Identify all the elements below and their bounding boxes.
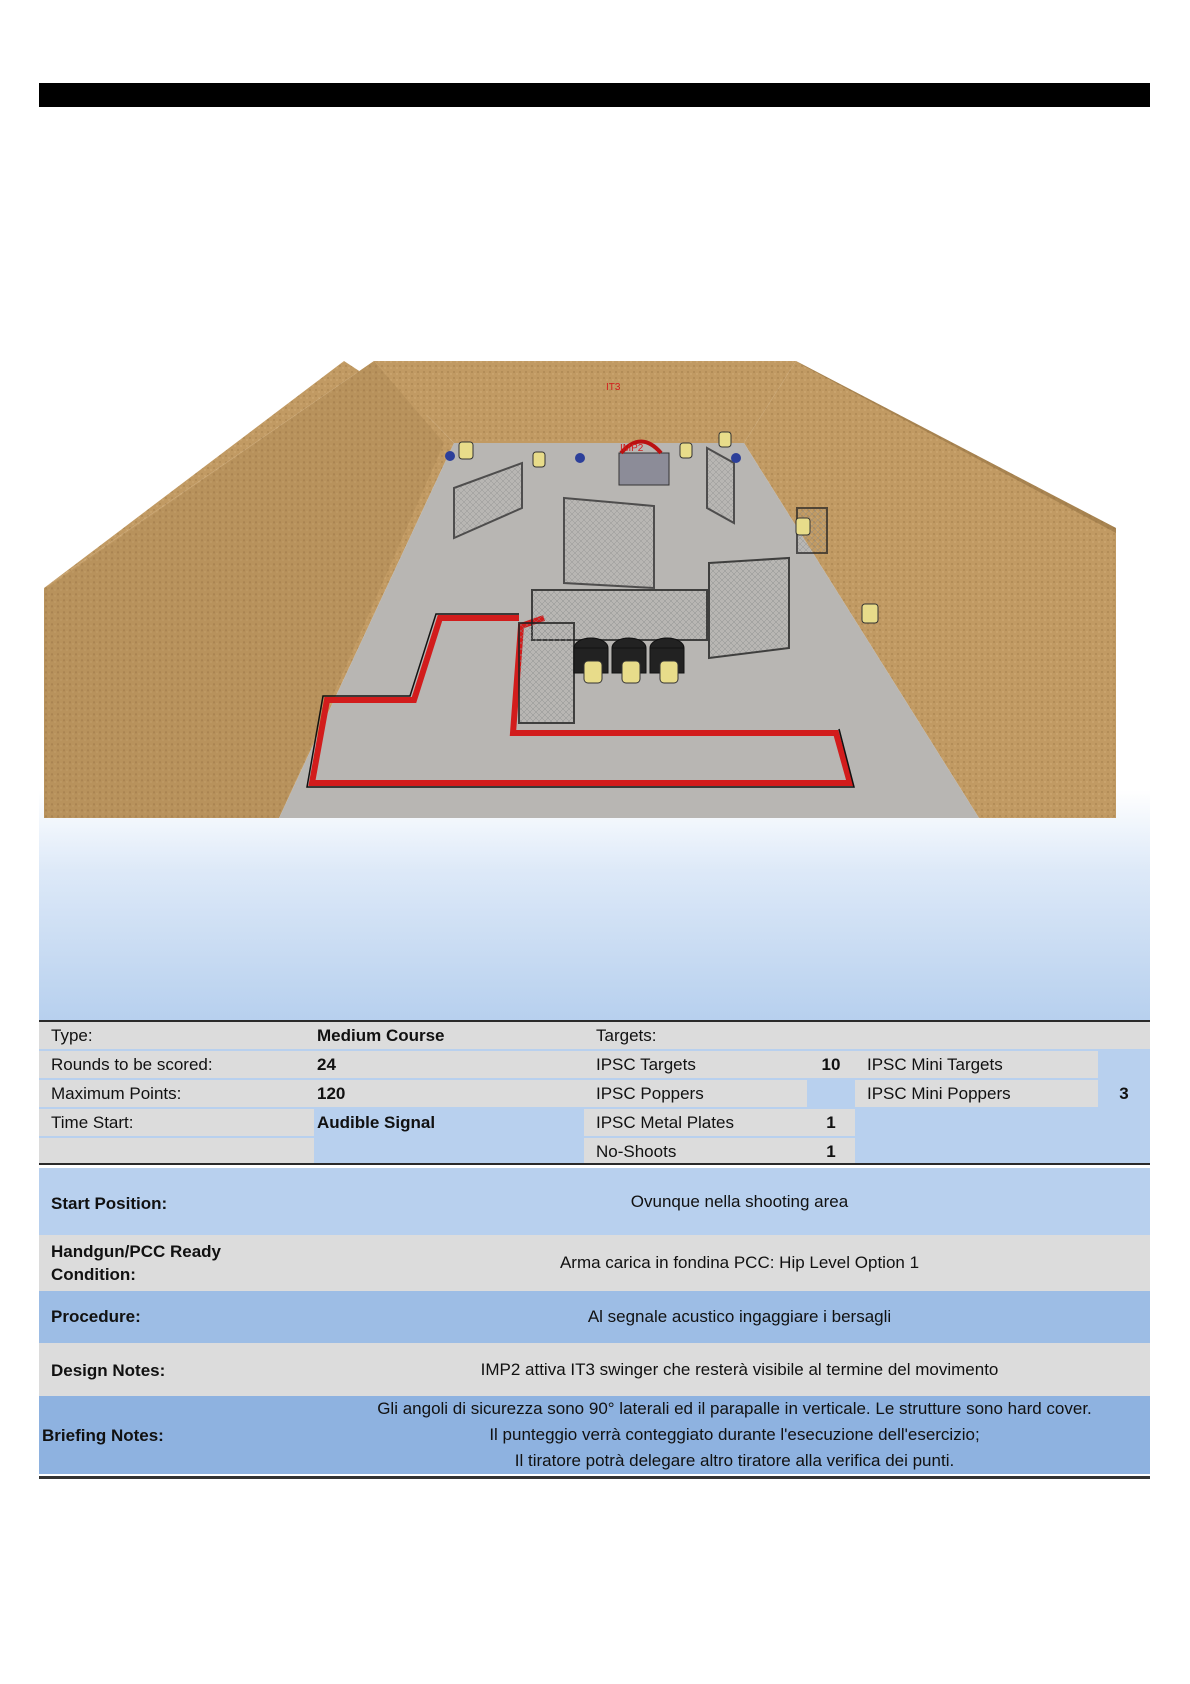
start-position-label: Start Position:	[51, 1194, 168, 1213]
ipsc-mini-poppers-value: 3	[1119, 1084, 1129, 1103]
targets-header: Targets:	[584, 1022, 1150, 1049]
ready-condition-value: Arma carica in fondina PCC: Hip Level Option 1	[559, 1253, 920, 1272]
activator-label: IMP2	[620, 443, 644, 454]
ipsc-poppers-value	[807, 1080, 855, 1107]
stage-diagram	[44, 358, 1116, 818]
time-start-label: Time Start:	[39, 1109, 314, 1136]
procedure-label: Procedure:	[51, 1307, 141, 1326]
table-bottom-rule	[39, 1476, 1150, 1479]
procedure-value: Al segnale acustico ingaggiare i bersagli	[587, 1307, 892, 1326]
ready-condition-label-line: Condition:	[51, 1265, 136, 1284]
start-position-row	[39, 1168, 1150, 1235]
stage-info-table	[39, 1020, 1150, 1165]
design-notes-row	[39, 1343, 1150, 1396]
rounds-label: Rounds to be scored:	[39, 1051, 314, 1078]
briefing-notes-label: Briefing Notes:	[42, 1426, 164, 1445]
rounds-value: 24	[314, 1051, 584, 1078]
metal-plates-value: 1	[807, 1109, 855, 1136]
metal-plates-label: IPSC Metal Plates	[584, 1109, 807, 1136]
start-position-value: Ovunque nella shooting area	[630, 1192, 849, 1211]
ipsc-mini-poppers-label: IPSC Mini Poppers	[855, 1080, 1098, 1107]
points-label: Maximum Points:	[39, 1080, 314, 1107]
briefing-notes-value	[319, 1396, 1150, 1474]
briefing-line: Gli angoli di sicurezza sono 90° laterali ed il parapalle in verticale. Le strutture sono hard cover.	[377, 1399, 1092, 1418]
type-label: Type:	[39, 1022, 314, 1049]
ipsc-targets-label: IPSC Targets	[584, 1051, 807, 1078]
design-notes-value: IMP2 attiva IT3 swinger che resterà visibile al termine del movimento	[480, 1360, 999, 1379]
time-start-value: Audible Signal	[317, 1113, 436, 1132]
briefing-line: Il punteggio verrà conteggiato durante l'esecuzione dell'esercizio;	[489, 1425, 980, 1444]
table-rule	[39, 1163, 1150, 1165]
ipsc-mini-targets-value	[1098, 1051, 1150, 1078]
design-notes-label: Design Notes:	[51, 1361, 166, 1380]
ipsc-targets-value: 10	[807, 1051, 855, 1078]
ipsc-poppers-label: IPSC Poppers	[584, 1080, 807, 1107]
ready-condition-label-line: Handgun/PCC Ready	[51, 1242, 222, 1261]
empty-cell	[39, 1138, 314, 1165]
procedure-row	[39, 1291, 1150, 1343]
header-bar	[39, 83, 1150, 107]
ready-condition-row	[39, 1235, 1150, 1291]
gradient-background	[39, 790, 1150, 1020]
type-value: Medium Course	[314, 1022, 584, 1049]
no-shoots-value: 1	[807, 1138, 855, 1165]
no-shoots-label: No-Shoots	[584, 1138, 807, 1165]
briefing-notes-row	[39, 1396, 1150, 1474]
swinger-label: IT3	[606, 382, 621, 393]
briefing-line: Il tiratore potrà delegare altro tiratore alla verifica dei punti.	[514, 1451, 955, 1470]
points-value: 120	[314, 1080, 584, 1107]
ipsc-mini-targets-label: IPSC Mini Targets	[855, 1051, 1098, 1078]
ready-condition-label	[51, 1240, 221, 1286]
